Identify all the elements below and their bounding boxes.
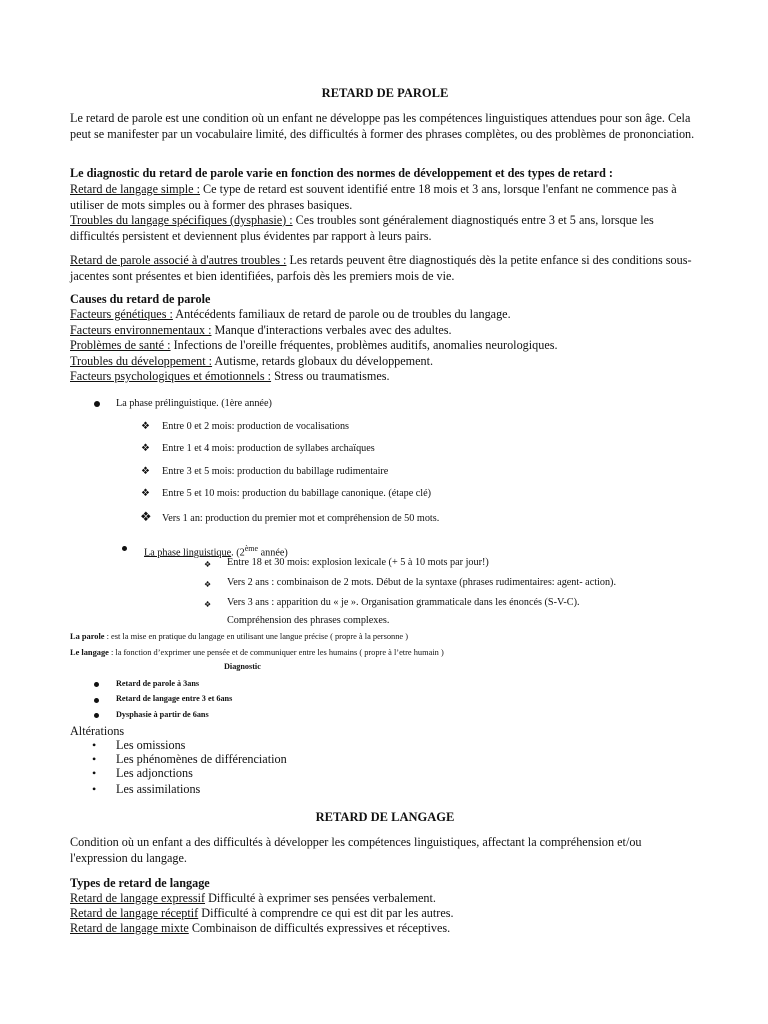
diamond-bullet-icon: ❖	[141, 488, 150, 499]
diagnostic-title: Diagnostic	[224, 662, 261, 671]
phase2-title-suffix: année)	[258, 547, 288, 559]
cause-sante-text: Infections de l'oreille fréquentes, problèmes auditifs, anomalies neurologiques.	[170, 338, 558, 352]
type2-receptif-text: Difficulté à comprendre ce qui est dit par les autres.	[198, 906, 454, 920]
phase2-item: Vers 2 ans : combinaison de 2 mots. Début de la syntaxe (phrases rudimentaires: agent- action).	[227, 577, 616, 588]
type2-expressif-text: Difficulté à exprimer ses pensées verbalement.	[205, 891, 436, 905]
alteration-item: Les omissions	[116, 738, 186, 752]
phase1-item: Entre 0 et 2 mois: production de vocalisations	[162, 421, 350, 432]
type-simple-text: Ce type de retard est souvent identifié entre 18 mois et 3 ans, lorsque l'enfant ne commence pas à utiliser de mots simples ou à former des phrases basiques.	[70, 182, 677, 212]
type2-receptif-label: Retard de langage réceptif	[70, 906, 199, 920]
cause-sante-label: Problèmes de santé :	[70, 338, 171, 352]
alteration-item: Les phénomènes de différenciation	[116, 752, 287, 766]
phase1-item: Entre 1 et 4 mois: production de syllabes archaïques	[162, 443, 375, 454]
diamond-bullet-icon: ❖	[141, 443, 150, 454]
type-simple	[70, 182, 700, 214]
diamond-bullet-icon: ❖	[204, 560, 212, 569]
type2-receptif	[70, 906, 454, 922]
alteration-item: Les adjonctions	[116, 766, 193, 780]
type-dysphasie	[70, 213, 700, 245]
definition-parole	[70, 631, 408, 642]
bullet-dot-icon: •	[92, 752, 97, 766]
definition-langage-label: Le langage	[70, 648, 109, 657]
cause-developpement-label: Troubles du développement :	[70, 354, 213, 368]
diagnostic-heading: Le diagnostic du retard de parole varie en fonction des normes de développement et des types de retard :	[70, 166, 613, 180]
diamond-bullet-icon: ❖	[140, 509, 152, 524]
alteration-item: Les assimilations	[116, 782, 201, 796]
cause-genetique	[70, 307, 511, 323]
bullet-dot-icon: •	[92, 738, 97, 752]
type2-expressif	[70, 891, 436, 907]
cause-developpement	[70, 354, 433, 370]
type-associe-label: Retard de parole associé à d'autres troubles :	[70, 253, 287, 267]
bullet-dot-icon	[94, 698, 99, 703]
alterations-title: Altérations	[70, 724, 125, 738]
title-retard-parole: RETARD DE PAROLE	[321, 86, 449, 100]
type2-expressif-label: Retard de langage expressif	[70, 891, 206, 905]
intro2-paragraph: Condition où un enfant a des difficultés à développer les compétences linguistiques, affectant la compréhension et/ou l'expression du langage.	[70, 835, 642, 865]
diagnostic-item: Retard de parole à 3ans	[116, 679, 200, 688]
cause-sante	[70, 338, 558, 354]
phase-prelinguistique-title: La phase prélinguistique. (1ère année)	[116, 398, 272, 409]
cause-environnement-text: Manque d'interactions verbales avec des adultes.	[211, 323, 452, 337]
type-associe	[70, 253, 700, 285]
cause-psychologique-text: Stress ou traumatismes.	[271, 369, 390, 383]
diagnostic-item: Retard de langage entre 3 et 6ans	[116, 694, 233, 703]
diamond-bullet-icon: ❖	[141, 421, 150, 432]
cause-genetique-text: Antécédents familiaux de retard de parole ou de troubles du langage.	[172, 307, 511, 321]
bullet-dot-icon: •	[92, 766, 97, 780]
type-associe-text: Les retards peuvent être diagnostiqués dès la petite enfance si des conditions sous-jacentes sont présentes et bien identifiées, parfois dès les premiers mois de vie.	[70, 253, 692, 283]
cause-psychologique-label: Facteurs psychologiques et émotionnels :	[70, 369, 272, 383]
diagnostic-item: Dysphasie à partir de 6ans	[116, 710, 209, 719]
diamond-bullet-icon: ❖	[204, 600, 212, 609]
cause-developpement-text: Autisme, retards globaux du développement.	[212, 354, 434, 368]
causes-heading: Causes du retard de parole	[70, 292, 211, 306]
bullet-dot-icon	[94, 713, 99, 718]
cause-genetique-label: Facteurs génétiques :	[70, 307, 173, 321]
definition-parole-text: : est la mise en pratique du langage en utilisant une langue précise ( propre à la personne )	[104, 632, 408, 641]
intro-paragraph: Le retard de parole est une condition où un enfant ne développe pas les compétences linguistiques attendues pour son âge. Cela peut se manifester par un vocabulaire limité, des difficultés à former des phrases complètes, ou des problèmes de prononciation.	[70, 111, 695, 141]
phase2-title-label: La phase linguistique	[144, 547, 232, 559]
cause-environnement-label: Facteurs environnementaux :	[70, 323, 212, 337]
type-dysphasie-label: Troubles du langage spécifiques (dysphasie) :	[70, 213, 293, 227]
type2-mixte-label: Retard de langage mixte	[70, 921, 189, 935]
definition-langage	[70, 647, 444, 658]
bullet-dot-icon	[122, 546, 127, 551]
phase1-item: Entre 5 et 10 mois: production du babillage canonique. (étape clé)	[162, 488, 432, 499]
types2-heading: Types de retard de langage	[70, 876, 210, 890]
bullet-dot-icon: •	[92, 782, 97, 796]
phase2-item: Vers 3 ans : apparition du « je ». Organisation grammaticale dans les énoncés (S-V-C).	[227, 597, 580, 608]
definition-langage-text: : la fonction d’exprimer une pensée et de communiquer entre les humains ( propre à l’etre humain )	[108, 648, 444, 657]
phase2-title-sup: ème	[244, 544, 259, 553]
type-dysphasie-text: Ces troubles sont généralement diagnostiqués entre 3 et 5 ans, lorsque les difficultés persistent et deviennent plus évidentes par rapport à leurs pairs.	[70, 213, 654, 243]
type2-mixte-text: Combinaison de difficultés expressives et réceptives.	[188, 921, 451, 935]
cause-environnement	[70, 323, 452, 339]
phase1-item: Entre 3 et 5 mois: production du babillage rudimentaire	[162, 466, 389, 477]
cause-psychologique	[70, 369, 390, 385]
diamond-bullet-icon: ❖	[141, 466, 150, 477]
bullet-dot-icon	[94, 401, 100, 407]
diamond-bullet-icon: ❖	[204, 580, 212, 589]
definition-parole-label: La parole	[70, 632, 105, 641]
phase2-title-prefix: . (2	[231, 547, 245, 559]
phase2-item: Entre 18 et 30 mois: explosion lexicale (+ 5 à 10 mots par jour!)	[227, 557, 489, 568]
type2-mixte	[70, 921, 450, 937]
phase2-item-continuation: Compréhension des phrases complexes.	[227, 615, 390, 626]
type-simple-label: Retard de langage simple :	[70, 182, 200, 196]
phase1-item: Vers 1 an: production du premier mot et compréhension de 50 mots.	[162, 513, 440, 524]
title-retard-langage: RETARD DE LANGAGE	[315, 810, 455, 824]
bullet-dot-icon	[94, 682, 99, 687]
